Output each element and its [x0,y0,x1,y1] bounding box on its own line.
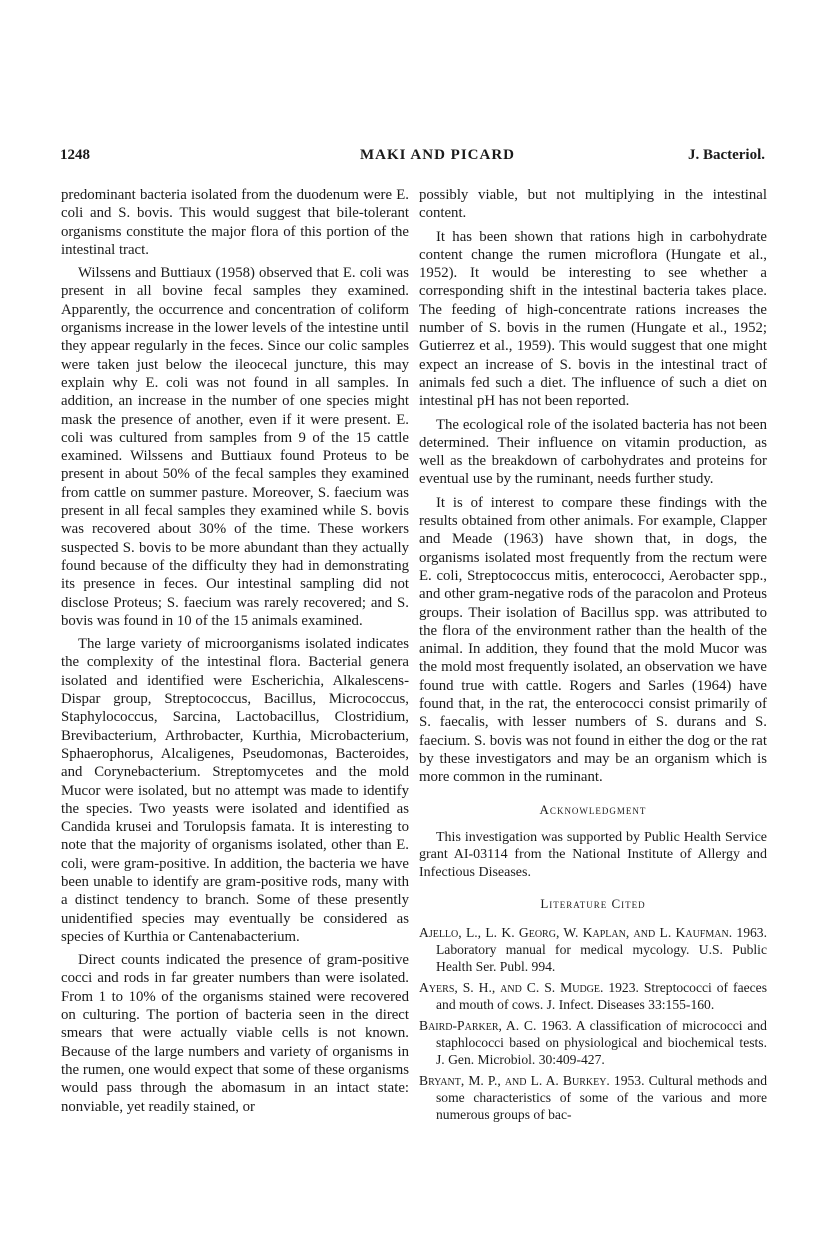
paragraph: possibly viable, but not multiplying in the intestinal content. [419,187,767,222]
paragraph: predominant bacteria isolated from the duodenum were E. coli and S. bovis. This would suggest that bile-tolerant organisms constitute the major flora of this portion of the intestinal tract. [61,187,409,258]
reference-item [419,1017,767,1068]
literature-heading: Literature Cited [540,896,646,912]
reference-authors: Baird-Parker, A. C. [419,1017,537,1033]
reference-item [419,924,767,975]
paragraph: The large variety of microorganisms isolated indicates the complexity of the intestinal flora. Bacterial genera isolated and identified were Escherichia, Alkalescens-Dispar group, Streptococcus, Bacillus, Micrococcus, Staphylococcus, Sarcina, Lactobacillus, Clostridium, Brevibacterium, Arthrobacter, Kurthia, Microbacterium, Sphaerophorus, Alcaligenes, Pseudomonas, Bacteroides, and Corynebacterium. Streptomycetes and the mold Mucor were isolated, but no attempt was made to identify the species. Two yeasts were isolated and identified as Candida krusei and Torulopsis famata. It is interesting to note that the majority of organisms isolated, other than E. coli, were gram-positive. In addition, the bacteria we have been unable to identify are gram-positive rods, many with a distinct tendency to branch. Some of these presently unidentified species may eventually be considered as species of Kurthia or Cantenabacterium. [61,636,409,945]
reference-authors: Ayers, S. H., and C. S. Mudge. [419,979,604,995]
journal-name: J. Bacteriol. [687,147,765,163]
running-header [60,147,765,169]
paragraph: The ecological role of the isolated bacteria has not been determined. Their influence on vitamin production, as well as the breakdown of carbohydrates and proteins for eventual use by the ruminant, needs further study. [419,416,767,488]
reference-details: 1963. A classification of micrococci and staphlococci based on physiological and biochemical tests. J. Gen. Microbiol. 30:409-427. [436,1017,767,1067]
reference-authors: Ajello, L., L. K. Georg, W. Kaplan, and L. Kaufman. [419,924,733,940]
reference-details: 1953. Cultural methods and some characteristics of some of the various and more numerous groups of bac- [436,1072,767,1122]
reference-item [419,1072,767,1123]
paragraph: Wilssens and Buttiaux (1958) observed that E. coli was present in all bovine fecal samples they examined. Apparently, the occurrence and concentration of coliform organisms increase in the lower levels of the intestine until they appear regularly in the feces. Since our colic samples were taken just below the ileocecal juncture, this may explain why E. coli was not found in all samples. In addition, an increase in the number of one species might mask the presence of another, even if it were present. E. coli was cultured from samples from 9 of the 15 cattle examined. Wilssens and Buttiaux found Proteus to be present in about 50% of the fecal samples they examined from cattle on summer pasture. Moreover, S. faecium was present in all fecal samples they examined while S. bovis was recovered about 30% of the time. These workers suspected S. bovis to be more abundant than they actually found because of the difficulty they had in demonstrating its presence in feces. Our intestinal sampling did not disclose Proteus; S. faecium was rarely recovered; and S. bovis was found in 10 of the 15 animals examined. [61,265,409,629]
right-column [419,186,767,1127]
acknowledgment-heading: Acknowledgment [539,801,647,817]
reference-details: 1963. Laboratory manual for medical mycology. U.S. Public Health Ser. Publ. 994. [436,924,768,974]
reference-authors: Bryant, M. P., and L. A. Burkey. [419,1072,610,1088]
paragraph: Direct counts indicated the presence of gram-positive cocci and rods in far greater numbers than were isolated. From 1 to 10% of the organisms stained were recovered on culturing. The portion of bacteria seen in the direct smears that were actually viable cells is not known. Because of the large numbers and variety of organisms in the rumen, one would expect that some of these organisms would pass through the abomasum in an intact state: nonviable, yet readily stained, or [61,952,409,1115]
reference-details: 1923. Streptococci of faeces and mouth of cows. J. Infect. Diseases 33:155-160. [436,979,767,1012]
paragraph: It is of interest to compare these findings with the results obtained from other animals. For example, Clapper and Meade (1963) have shown that, in dogs, the organisms isolated most frequently from the rectum were E. coli, Streptococcus mitis, enterococci, Aerobacter spp., and other gram-negative rods of the paracolon and Proteus groups. Their isolation of Bacillus spp. was attributed to the flora of the environment rather than the health of the animal. In addition, they found that the mold Mucor was the mold most frequently isolated, an observation we have found true with cattle. Rogers and Sarles (1964) have found that, in the rat, the enterococci consist primarily of S. faecalis, with lesser numbers of S. durans and S. faecium. S. bovis was not found in either the dog or the rat by these investigators and may be an organism which is more common in the ruminant. [419,494,767,786]
acknowledgment-text: This investigation was supported by Public Health Service grant AI-03114 from the National Institute of Allergy and Infectious Diseases. [419,829,767,880]
running-title: MAKI AND PICARD [360,147,515,163]
left-column [61,186,409,1121]
paragraph: It has been shown that rations high in carbohydrate content change the rumen microflora (Hungate et al., 1952). It would be interesting to see whether a corresponding shift in the intestinal bacteria takes place. The feeding of high-concentrate rations increases the number of S. bovis in the rumen (Hungate et al., 1952; Gutierrez et al., 1959). This would suggest that one might expect an increase of S. bovis in the intestinal tract of animals fed such a diet. The influence of such a diet on intestinal pH has not been reported. [419,228,767,410]
reference-item [419,979,767,1013]
page-number: 1248 [60,147,90,163]
